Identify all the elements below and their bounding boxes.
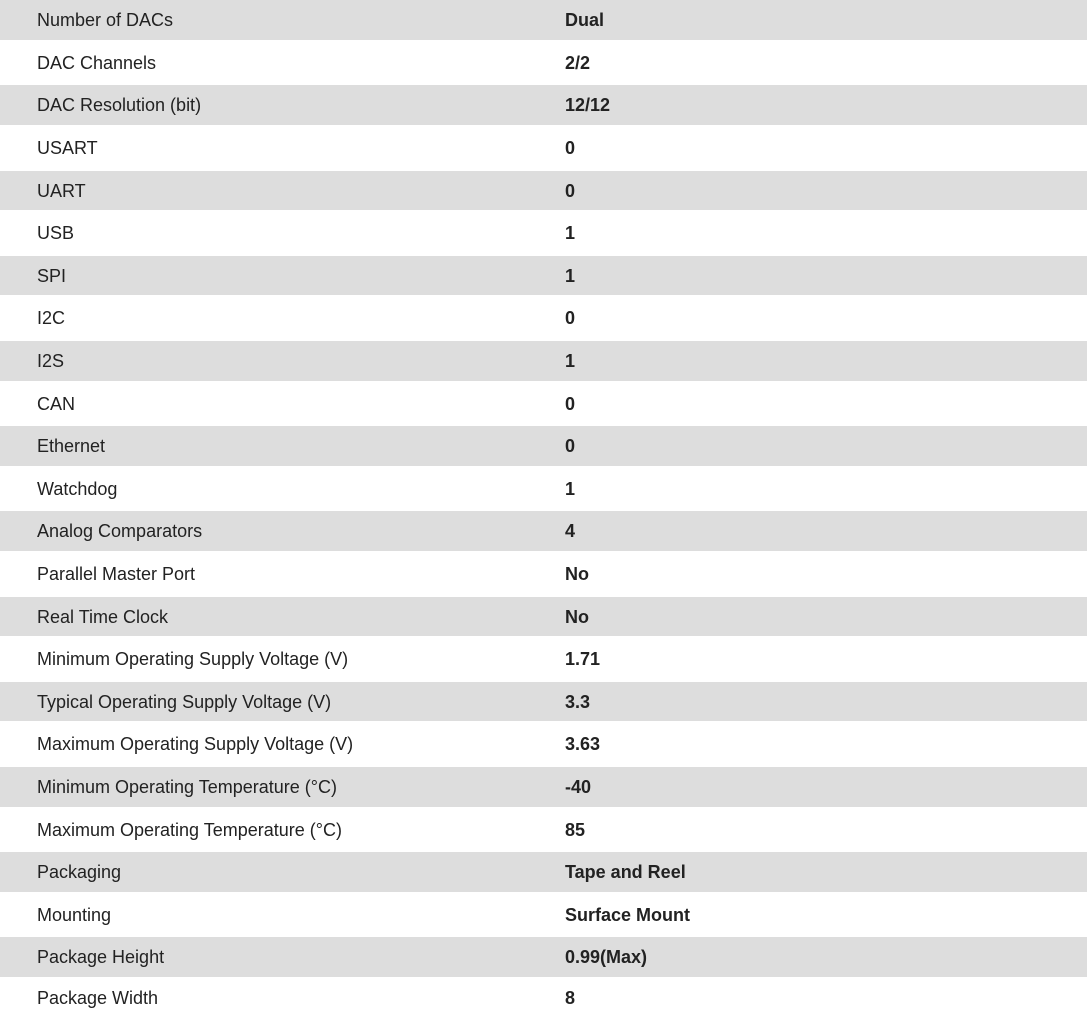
- spec-label: Parallel Master Port: [37, 564, 196, 584]
- spec-row-max-supply-voltage: [0, 721, 1087, 767]
- spec-value: 1: [565, 478, 576, 499]
- spec-value: -40: [565, 777, 592, 797]
- spec-row-number-of-dacs: [0, 0, 1087, 40]
- spec-label: SPI: [37, 265, 67, 286]
- spec-value: 1: [565, 351, 576, 371]
- spec-label: Package Width: [37, 988, 159, 1008]
- spec-row-dac-resolution: [0, 85, 1087, 125]
- spec-label: I2C: [37, 308, 66, 328]
- spec-value: 2/2: [565, 52, 591, 73]
- spec-row-watchdog: [0, 466, 1087, 511]
- spec-row-parallel-master-port: [0, 551, 1087, 597]
- spec-value: Surface Mount: [565, 904, 691, 925]
- spec-label: Minimum Operating Temperature (°C): [37, 777, 337, 797]
- spec-row-typ-supply-voltage: [0, 682, 1087, 721]
- spec-label: Typical Operating Supply Voltage (V): [37, 691, 332, 712]
- spec-label: Mounting: [37, 904, 112, 925]
- spec-row-max-temperature: [0, 807, 1087, 852]
- spec-label: USART: [37, 138, 98, 158]
- spec-value: Dual: [565, 10, 605, 30]
- spec-value: 85: [565, 819, 586, 840]
- spec-value: 12/12: [565, 95, 611, 115]
- spec-label: Number of DACs: [37, 10, 174, 30]
- spec-value: No: [565, 606, 589, 627]
- spec-value: 0: [565, 393, 576, 414]
- spec-value: 1: [565, 265, 576, 286]
- spec-value: 0: [565, 308, 576, 328]
- spec-row-usart: [0, 125, 1087, 171]
- spec-label: Maximum Operating Temperature (°C): [37, 819, 342, 840]
- spec-label: UART: [37, 180, 86, 201]
- spec-row-real-time-clock: [0, 597, 1087, 636]
- spec-row-i2s: [0, 341, 1087, 381]
- spec-row-min-supply-voltage: [0, 636, 1087, 682]
- spec-row-dac-channels: [0, 40, 1087, 85]
- spec-value: 0.99(Max): [565, 947, 648, 967]
- spec-label: Maximum Operating Supply Voltage (V): [37, 734, 354, 754]
- spec-row-min-temperature: [0, 767, 1087, 807]
- spec-row-package-height: [0, 937, 1087, 977]
- spec-label: Ethernet: [37, 436, 106, 456]
- spec-row-i2c: [0, 295, 1087, 341]
- spec-value: Tape and Reel: [565, 862, 686, 882]
- spec-value: 1: [565, 223, 576, 243]
- spec-label: Real Time Clock: [37, 606, 169, 627]
- spec-label: USB: [37, 223, 75, 243]
- spec-value: 4: [565, 521, 576, 541]
- spec-label: DAC Resolution (bit): [37, 95, 202, 115]
- spec-value: 0: [565, 180, 576, 201]
- spec-value: 8: [565, 988, 576, 1008]
- spec-row-packaging: [0, 852, 1087, 892]
- spec-value: 1.71: [565, 649, 601, 669]
- spec-value: No: [565, 564, 589, 584]
- spec-row-usb: [0, 210, 1087, 256]
- spec-row-ethernet: [0, 426, 1087, 466]
- spec-value: 0: [565, 436, 576, 456]
- spec-value: 3.63: [565, 734, 601, 754]
- spec-row-analog-comparators: [0, 511, 1087, 551]
- spec-row-uart: [0, 171, 1087, 210]
- spec-label: Minimum Operating Supply Voltage (V): [37, 649, 349, 669]
- spec-value: 3.3: [565, 691, 591, 712]
- spec-row-can: [0, 381, 1087, 426]
- spec-label: Analog Comparators: [37, 521, 203, 541]
- spec-label: Watchdog: [37, 478, 118, 499]
- spec-label: DAC Channels: [37, 52, 157, 73]
- spec-value: 0: [565, 138, 576, 158]
- spec-row-package-width: [0, 977, 1087, 1019]
- spec-row-mounting: [0, 892, 1087, 937]
- spec-row-spi: [0, 256, 1087, 295]
- spec-label: Packaging: [37, 862, 122, 882]
- spec-label: Package Height: [37, 947, 165, 967]
- spec-label: CAN: [37, 393, 76, 414]
- spec-label: I2S: [37, 351, 65, 371]
